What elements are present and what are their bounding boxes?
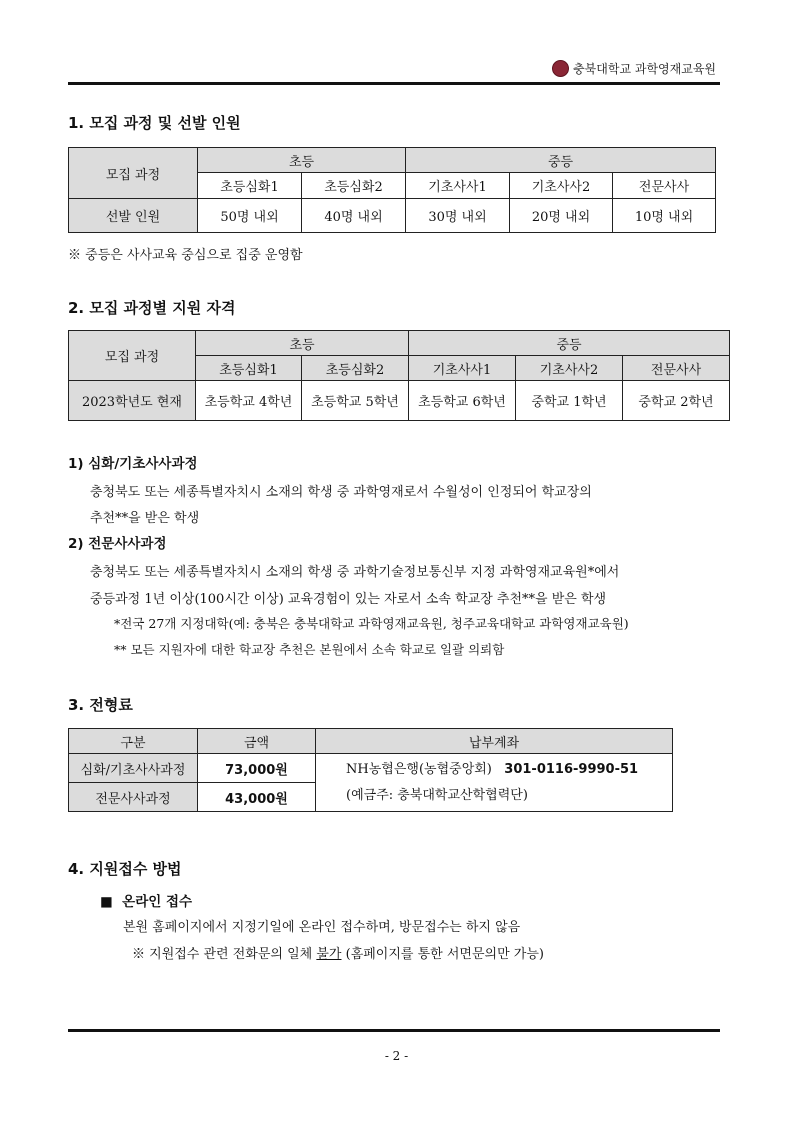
s2-grade: 중학교 2학년 bbox=[623, 381, 730, 421]
s1-note: ※ 중등은 사사교육 중심으로 집중 운영함 bbox=[68, 248, 303, 263]
footer-rule bbox=[68, 1029, 720, 1032]
section3-title: 3. 전형료 bbox=[68, 696, 133, 714]
s1-course: 기초사사2 bbox=[510, 173, 613, 199]
sub1-line2: 추천**을 받은 학생 bbox=[90, 511, 200, 526]
online-heading bbox=[100, 890, 192, 910]
s2-grade: 초등학교 6학년 bbox=[409, 381, 516, 421]
selection-table bbox=[68, 147, 716, 233]
s2-course: 초등심화2 bbox=[302, 356, 409, 381]
page-header bbox=[68, 56, 720, 85]
s2-row-head: 모집 과정 bbox=[69, 331, 196, 381]
fee-label: 전문사사과정 bbox=[69, 783, 198, 812]
s1-count: 10명 내외 bbox=[613, 199, 716, 233]
s1-group-elementary: 초등 bbox=[198, 148, 406, 173]
section4-title: 4. 지원접수 방법 bbox=[68, 860, 182, 878]
fee-header: 납부계좌 bbox=[316, 729, 673, 754]
footnote-1: *전국 27개 지정대학(예: 충북은 충북대학교 과학영재교육원, 청주교육대학교 과학영재교육원) bbox=[114, 616, 629, 631]
fee-amount: 73,000원 bbox=[198, 754, 316, 783]
fee-header: 구분 bbox=[69, 729, 198, 754]
account-number: 301-0116-9990-51 bbox=[504, 761, 639, 777]
s1-group-middle: 중등 bbox=[406, 148, 716, 173]
online-note bbox=[132, 943, 544, 962]
online-line1: 본원 홈페이지에서 지정기일에 온라인 접수하며, 방문접수는 하지 않음 bbox=[123, 920, 521, 935]
sub1-line1: 충청북도 또는 세종특별자치시 소재의 학생 중 과학영재로서 수월성이 인정되어 학교장의 bbox=[90, 485, 592, 500]
s1-count: 40명 내외 bbox=[302, 199, 406, 233]
s2-course: 기초사사1 bbox=[409, 356, 516, 381]
s2-grade: 초등학교 4학년 bbox=[196, 381, 302, 421]
s2-course: 기초사사2 bbox=[516, 356, 623, 381]
s1-count: 50명 내외 bbox=[198, 199, 302, 233]
note-underline: 불가 bbox=[316, 947, 342, 962]
fee-label: 심화/기초사사과정 bbox=[69, 754, 198, 783]
sub2-line2: 중등과정 1년 이상(100시간 이상) 교육경험이 있는 자로서 소속 학교장 추천**을 받은 학생 bbox=[90, 592, 607, 607]
section1-title: 1. 모집 과정 및 선발 인원 bbox=[68, 114, 241, 132]
header-org-text: 충북대학교 과학영재교육원 bbox=[573, 62, 716, 76]
fee-header: 금액 bbox=[198, 729, 316, 754]
sub1-title: 1) 심화/기초사사과정 bbox=[68, 456, 198, 472]
account-line bbox=[346, 757, 672, 783]
header-org bbox=[552, 60, 716, 77]
s2-year-label: 2023학년도 현재 bbox=[69, 381, 196, 421]
s1-row-head: 모집 과정 bbox=[69, 148, 198, 199]
s1-select-label: 선발 인원 bbox=[69, 199, 198, 233]
s2-group-elementary: 초등 bbox=[196, 331, 409, 356]
s1-course: 초등심화1 bbox=[198, 173, 302, 199]
eligibility-table bbox=[68, 330, 730, 421]
square-bullet-icon: ■ bbox=[100, 894, 113, 910]
footnote-2: ** 모든 지원자에 대한 학교장 추천은 본원에서 소속 학교로 일괄 의뢰함 bbox=[114, 642, 505, 657]
s1-count: 20명 내외 bbox=[510, 199, 613, 233]
s2-grade: 초등학교 5학년 bbox=[302, 381, 409, 421]
s1-course: 전문사사 bbox=[613, 173, 716, 199]
fee-amount: 43,000원 bbox=[198, 783, 316, 812]
s2-grade: 중학교 1학년 bbox=[516, 381, 623, 421]
sub2-line1: 충청북도 또는 세종특별자치시 소재의 학생 중 과학기술정보통신부 지정 과학영재교육원*에서 bbox=[90, 565, 620, 580]
account-cell bbox=[316, 754, 673, 812]
sub2-title: 2) 전문사사과정 bbox=[68, 536, 167, 552]
s1-count: 30명 내외 bbox=[406, 199, 510, 233]
s2-course: 전문사사 bbox=[623, 356, 730, 381]
s2-course: 초등심화1 bbox=[196, 356, 302, 381]
fee-table bbox=[68, 728, 673, 812]
online-title: 온라인 접수 bbox=[122, 894, 193, 910]
university-seal-icon bbox=[552, 60, 569, 77]
s1-course: 초등심화2 bbox=[302, 173, 406, 199]
note-post: (홈페이지를 통한 서면문의만 가능) bbox=[341, 947, 544, 962]
section2-title: 2. 모집 과정별 지원 자격 bbox=[68, 299, 236, 317]
s2-group-middle: 중등 bbox=[409, 331, 730, 356]
page-number: - 2 - bbox=[384, 1049, 409, 1063]
bank-name: NH농협은행(농협중앙회) bbox=[346, 761, 492, 777]
account-holder: (예금주: 충북대학교산학협력단) bbox=[346, 787, 528, 803]
note-pre: ※ 지원접수 관련 전화문의 일체 bbox=[132, 947, 317, 962]
s1-course: 기초사사1 bbox=[406, 173, 510, 199]
